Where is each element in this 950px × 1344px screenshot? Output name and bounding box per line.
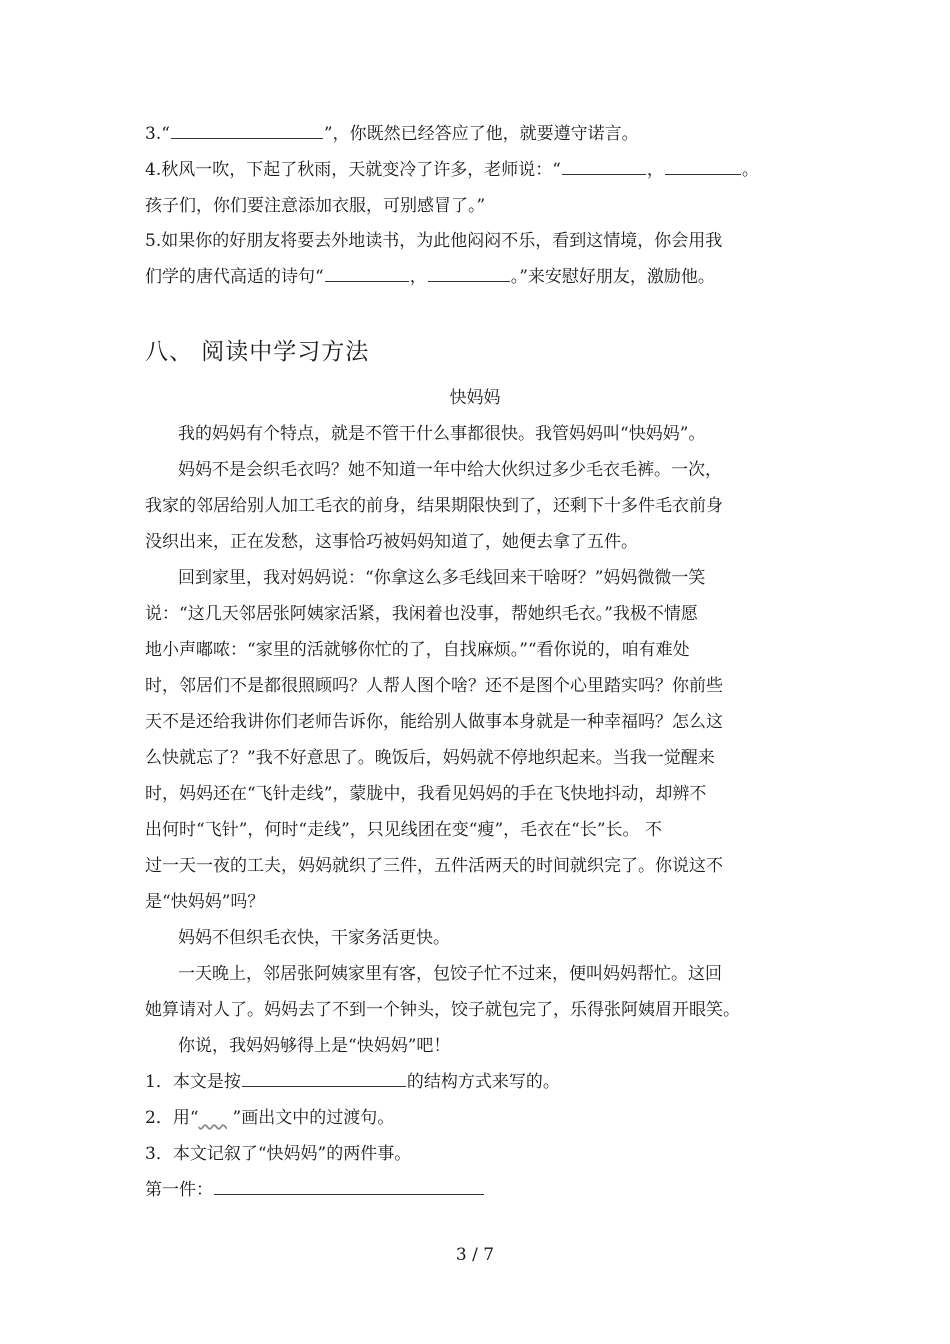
answer-blank (562, 160, 646, 175)
q5-suffix: 。”来安慰好朋友，激励他。 (510, 267, 715, 287)
q5-prefix: 们学的唐代高适的诗句“ (145, 267, 324, 287)
passage-line: 我的妈妈有个特点，就是不管干什么事都很快。我管妈妈叫“快妈妈”。 (178, 424, 706, 444)
answer-blank (665, 160, 741, 175)
passage-line: 地小声嘟哝：“家里的活就够你忙的了，自找麻烦。”“看你说的，咱有难处 (145, 640, 690, 660)
first-label: 第一件： (145, 1180, 213, 1200)
answer-blank (214, 1180, 484, 1195)
rq1-suffix: 的结构方式来写的。 (406, 1072, 560, 1092)
passage-line: 过一天一夜的工夫，妈妈就织了三件，五件活两天的时间就织完了。你说这不 (145, 856, 723, 876)
passage-line: 一天晚上，邻居张阿姨家里有客，包饺子忙不过来，便叫妈妈帮忙。这回 (178, 964, 722, 984)
passage-line: 你说，我妈妈够得上是“快妈妈”吧！ (178, 1036, 451, 1056)
passage-line: 妈妈不但织毛衣快，干家务活更快。 (178, 928, 450, 948)
q3-prefix: 3.“ (145, 124, 170, 144)
passage-line: 妈妈不是会织毛衣吗？她不知道一年中给大伙织过多少毛衣毛裤。一次， (178, 460, 722, 480)
page-number: 3 / 7 (455, 1245, 495, 1265)
passage-line: 没织出来，正在发愁，这事恰巧被妈妈知道了，她便去拿了五件。 (145, 532, 638, 552)
question-5-line-1: 5.如果你的好朋友将要去外地读书，为此他闷闷不乐，看到这情境，你会用我 (145, 231, 723, 251)
rq2-suffix: ”画出文中的过渡句。 (232, 1108, 395, 1128)
answer-blank (325, 267, 409, 282)
rq1-prefix: 1．本文是按 (145, 1072, 241, 1092)
q4-end: 。 (741, 160, 759, 180)
passage-line: 么快就忘了？”我不好意思了。晚饭后，妈妈就不停地织起来。当我一觉醒来 (145, 748, 715, 768)
passage-line: 回到家里，我对妈妈说：“你拿这么多毛线回来干啥呀？”妈妈微微一笑 (178, 568, 706, 588)
passage-line: 时，邻居们不是都很照顾吗？人帮人图个啥？还不是图个心里踏实吗？你前些 (145, 676, 723, 696)
rq2-prefix: 2．用“ (145, 1108, 199, 1128)
passage-title: 快妈妈 (449, 388, 501, 408)
passage-line: 她算请对人了。妈妈去了不到一个钟头，饺子就包完了，乐得张阿姨眉开眼笑。 (145, 1000, 740, 1020)
question-5-line-2 (145, 267, 815, 287)
passage-line: 是“快妈妈”吗？ (145, 892, 265, 912)
passage-line: 时，妈妈还在“飞针走线”，蒙胧中，我看见妈妈的手在飞快地抖动，却辨不 (145, 784, 707, 804)
question-4-line-1 (145, 160, 815, 180)
q4-prefix: 4.秋风一吹，下起了秋雨，天就变冷了许多，老师说：“ (145, 160, 561, 180)
answer-blank (171, 124, 323, 139)
passage-line: 我家的邻居给别人加工毛衣的前身，结果期限快到了，还剩下十多件毛衣前身 (145, 496, 723, 516)
reading-question-2 (145, 1108, 815, 1128)
section-heading: 八、 阅读中学习方法 (145, 339, 370, 365)
question-3-line (145, 124, 815, 144)
reading-question-3-first (145, 1180, 815, 1200)
reading-question-1 (145, 1072, 815, 1092)
answer-blank (428, 267, 510, 282)
question-4-line-2: 孩子们，你们要注意添加衣服，可别感冒了。” (145, 196, 486, 216)
reading-question-3: 3．本文记叙了“快妈妈”的两件事。 (145, 1144, 412, 1164)
q4-mid: ， (646, 160, 664, 180)
passage-line: 天不是还给我讲你们老师告诉你，能给别人做事本身就是一种幸福吗？怎么这 (145, 712, 723, 732)
answer-blank (242, 1072, 406, 1087)
passage-line: 说：“这几天邻居张阿姨家活紧，我闲着也没事，帮她织毛衣。”我极不情愿 (145, 604, 698, 624)
q5-mid: ， (409, 267, 427, 287)
wavy-line-sample (199, 1108, 233, 1120)
q3-suffix: ”，你既然已经答应了他，就要遵守诺言。 (323, 124, 639, 144)
passage-line: 出何时“飞针”，何时“走线”，只见线团在变“瘦”，毛衣在“长”长。 不 (145, 820, 662, 840)
